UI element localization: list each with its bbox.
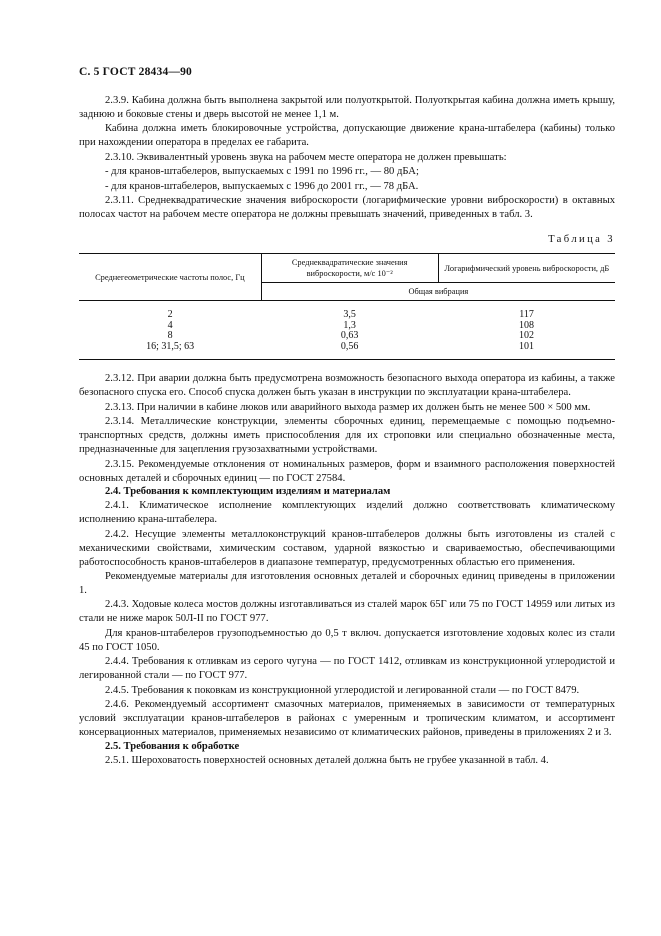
paragraph-2-5-1: 2.5.1. Шероховатость поверхностей основных деталей должна быть не грубее указанной в табл. 4. (105, 754, 549, 766)
table-cell-log: 108 (519, 319, 535, 331)
table-cell-frequency: 8 (167, 330, 173, 342)
paragraph-wheels-steel-45: Для кранов-штабелеров грузоподъемностью до 0,5 т включ. допускается изготовление ходовых колес из стали 45 по ГОСТ 1050. (79, 627, 615, 653)
paragraph-2-4-3: 2.4.3. Ходовые колеса мостов должны изготавливаться из сталей марок 65Г или 75 по ГОСТ 14959 или литых из стали не ниже марок 50Л-II по ГОСТ 977. (79, 599, 615, 625)
table-row (79, 301, 615, 321)
table-cell-log: 117 (519, 309, 534, 321)
vibration-table (79, 253, 615, 360)
table-caption: Таблица 3 (548, 234, 615, 246)
table-cell-frequency: 16; 31,5; 63 (79, 342, 261, 360)
section-2-4-title: 2.4. Требования к комплектующим изделиям и материалам (105, 486, 391, 498)
table-header-rms: Среднеквадратические значения виброскорости, м/с 10⁻² (261, 254, 438, 283)
noise-list-item: - для кранов-штабелеров, выпускаемых с 1996 до 2001 гг., — 78 дБА. (105, 180, 419, 192)
table-cell-log: 102 (519, 330, 535, 342)
paragraph-2-4-4: 2.4.4. Требования к отливкам из серого чугуна — по ГОСТ 1412, отливкам из конструкционной углеродистой и легированной стали — по ГОСТ 977. (79, 656, 615, 682)
paragraph-2-4-1: 2.4.1. Климатическое исполнение комплектующих изделий должно соответствовать климатическому исполнению крана-штабелера. (79, 500, 615, 526)
noise-list-item: - для кранов-штабелеров, выпускаемых с 1991 по 1996 гг., — 80 дБА; (105, 166, 419, 178)
table-cell-log: 101 (438, 342, 615, 360)
paragraph-2-4-2: 2.4.2. Несущие элементы металлоконструкций кранов-штабелеров должны быть изготовлены из сталей с механическими свойствами, химическим составом, ударной вязкостью и свариваемостью, обеспечивающими работоспособность кранов-штабелеров в диапазоне температур, предусмотренных областью его применения. (79, 528, 615, 568)
paragraph-cabin-blocking: Кабина должна иметь блокировочные устройства, допускающие движение крана-штабелера (кабины) только при нахождении оператора в пределах ее габарита. (79, 123, 615, 149)
table-cell-rms: 0,63 (340, 330, 359, 342)
paragraph-2-3-10: 2.3.10. Эквивалентный уровень звука на рабочем месте оператора не должен превышать: (105, 151, 507, 163)
table-cell-frequency: 2 (167, 309, 173, 321)
document-body (79, 94, 615, 768)
page-header: С. 5 ГОСТ 28434—90 (79, 66, 192, 78)
paragraph-2-3-9: 2.3.9. Кабина должна быть выполнена закрытой или полуоткрытой. Полуоткрытая кабина должна иметь крышу, заднюю и боковые стены и дверь высотой не менее 1,1 м. (79, 95, 615, 120)
paragraph-materials-appendix: Рекомендуемые материалы для изготовления основных деталей и сборочных единиц приведены в приложении 1. (79, 571, 615, 596)
table-cell-rms: 3,5 (343, 309, 356, 321)
table-cell-frequency: 4 (167, 319, 173, 331)
table-subheader: Общая вибрация (261, 283, 615, 301)
section-2-5-title: 2.5. Требования к обработке (105, 740, 240, 752)
paragraph-2-4-5: 2.4.5. Требования к поковкам из конструкционной углеродистой и легированной стали — по ГОСТ 8479. (105, 684, 580, 696)
table-header-frequency: Среднегеометрические частоты полос, Гц (79, 254, 261, 301)
paragraph-2-3-11: 2.3.11. Среднеквадратические значения виброскорости (логарифмические уровни виброскорости) в октавных полосах частот на рабочем месте оператора не должны превышать значений, приведенных в табл. 3. (79, 195, 615, 221)
paragraph-2-3-15: 2.3.15. Рекомендуемые отклонения от номинальных размеров, форм и взаимного расположения поверхностей основных деталей и сборочных единиц — по ГОСТ 27584. (79, 458, 615, 484)
paragraph-2-3-14: 2.3.14. Металлические конструкции, элементы сборочных единиц, перемещаемые с помощью подъемно-транспортных средств, должны иметь приспособления для их строповки или специально обозначенные места, предназначенные для зацепления грузозахватными устройствами. (79, 416, 615, 456)
table-header-log: Логарифмический уровень виброскорости, дБ (438, 254, 615, 283)
table-cell-rms: 1,3 (343, 319, 356, 331)
paragraph-2-4-6: 2.4.6. Рекомендуемый ассортимент смазочных материалов, применяемых в зависимости от температурных условий эксплуатации кранов-штабелеров в районах с умеренным и тропическим климатом, и ассортимент консервационных материалов, применяемых независимо от климатических районов, приведены в приложениях 2 и 3. (79, 699, 615, 738)
paragraph-2-3-12: 2.3.12. При аварии должна быть предусмотрена возможность безопасного выхода оператора из кабины, а также безопасного спуска его. Способ спуска должен быть указан в инструкции по эксплуатации крана-штабелера. (79, 373, 615, 399)
table-row (79, 342, 615, 360)
paragraph-2-3-13: 2.3.13. При наличии в кабине люков или аварийного выхода размер их должен быть не менее 500 × 500 мм. (105, 401, 591, 413)
table-cell-rms: 0,56 (261, 342, 438, 360)
